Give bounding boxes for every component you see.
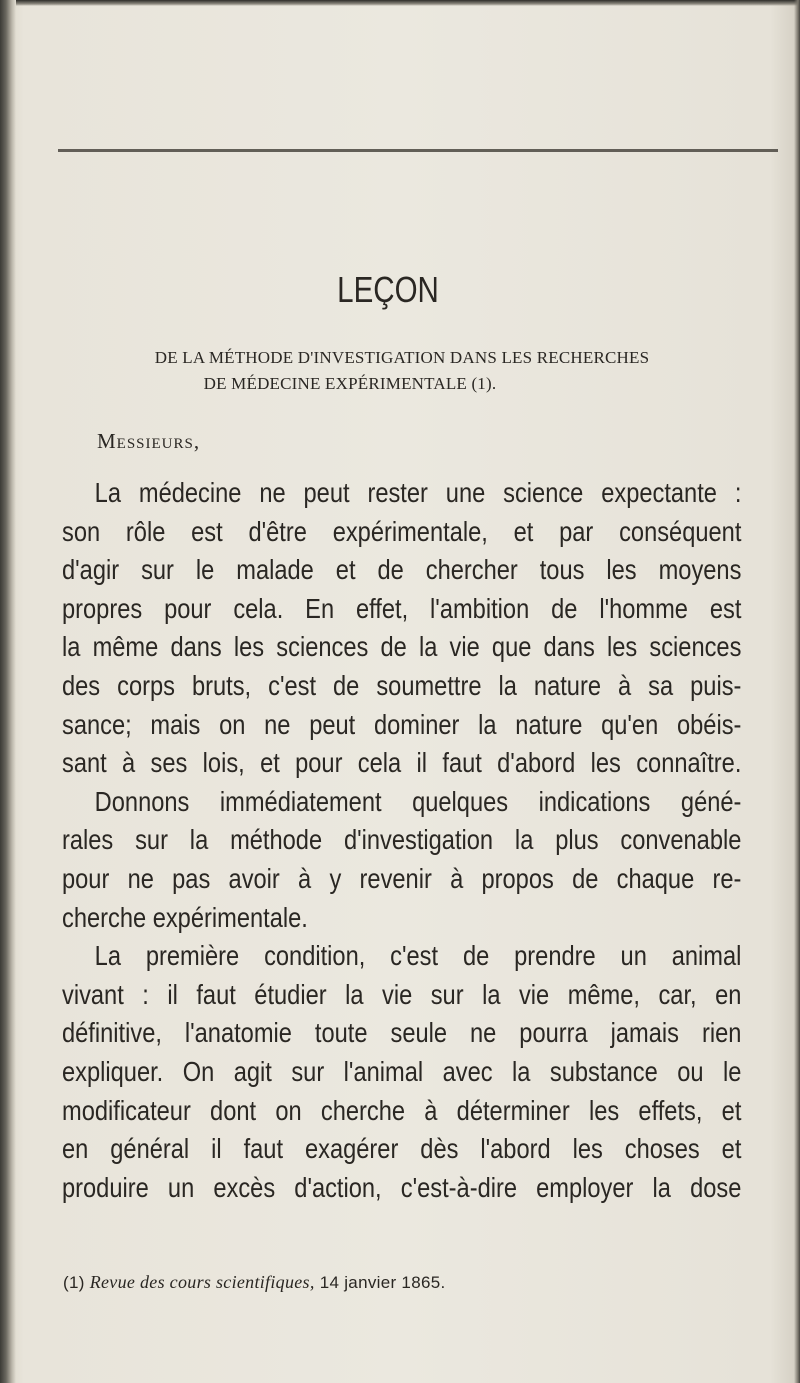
body-line: La première condition, c'est de prendre un animal — [94, 940, 742, 972]
footnote-date: 14 janvier 1865. — [319, 1273, 446, 1292]
footnote-source: Revue des cours scientifiques, — [89, 1272, 315, 1292]
page-top-edge — [16, 0, 800, 6]
body-line: sant à ses lois, et pour cela il faut d'abord les connaître. — [62, 747, 742, 779]
footnote — [63, 1272, 445, 1293]
body-line: son rôle est d'être expérimentale, et par conséquent — [62, 515, 742, 547]
body-line: la même dans les sciences de la vie que dans les sciences — [62, 631, 742, 663]
chapter-title: LEÇON — [337, 269, 439, 310]
body-line: d'agir sur le malade et de chercher tous les moyens — [62, 554, 742, 586]
body-line: La médecine ne peut rester une science expectante : — [94, 477, 742, 508]
footnote-marker: (1) — [63, 1273, 85, 1292]
body-line: des corps bruts, c'est de soumettre la nature à sa puis- — [62, 669, 742, 701]
body-text — [62, 474, 742, 1207]
chapter-subtitle-line-1: DE LA MÉTHODE D'INVESTIGATION DANS LES RECHERCHES — [154, 348, 650, 367]
body-line: modificateur dont on cherche à déterminer les effets, et — [62, 1094, 742, 1126]
salutation: Messieurs, — [97, 429, 201, 453]
page-right-edge — [794, 0, 800, 1383]
body-line: cherche expérimentale. — [62, 901, 308, 933]
body-line: pour ne pas avoir à y revenir à propos de chaque re- — [62, 862, 742, 894]
body-line: rales sur la méthode d'investigation la plus convenable — [62, 824, 742, 856]
body-line: sance; mais on ne peut dominer la nature qu'en obéis- — [62, 708, 742, 740]
body-line: définitive, l'anatomie toute seule ne pourra jamais rien — [62, 1017, 742, 1049]
body-line: vivant : il faut étudier la vie sur la vie même, car, en — [62, 978, 742, 1010]
header-rule — [58, 149, 778, 152]
body-line: en général il faut exagérer dès l'abord les choses et — [62, 1133, 742, 1165]
body-line: Donnons immédiatement quelques indications géné- — [94, 785, 742, 817]
chapter-subtitle-line-2: DE MÉDECINE EXPÉRIMENTALE (1). — [203, 374, 497, 393]
body-line: expliquer. On agit sur l'animal avec la substance ou le — [62, 1055, 742, 1087]
body-line: produire un excès d'action, c'est-à-dire employer la dose — [62, 1171, 742, 1203]
page-binding-edge — [0, 0, 16, 1383]
body-line: propres pour cela. En effet, l'ambition de l'homme est — [62, 592, 742, 624]
